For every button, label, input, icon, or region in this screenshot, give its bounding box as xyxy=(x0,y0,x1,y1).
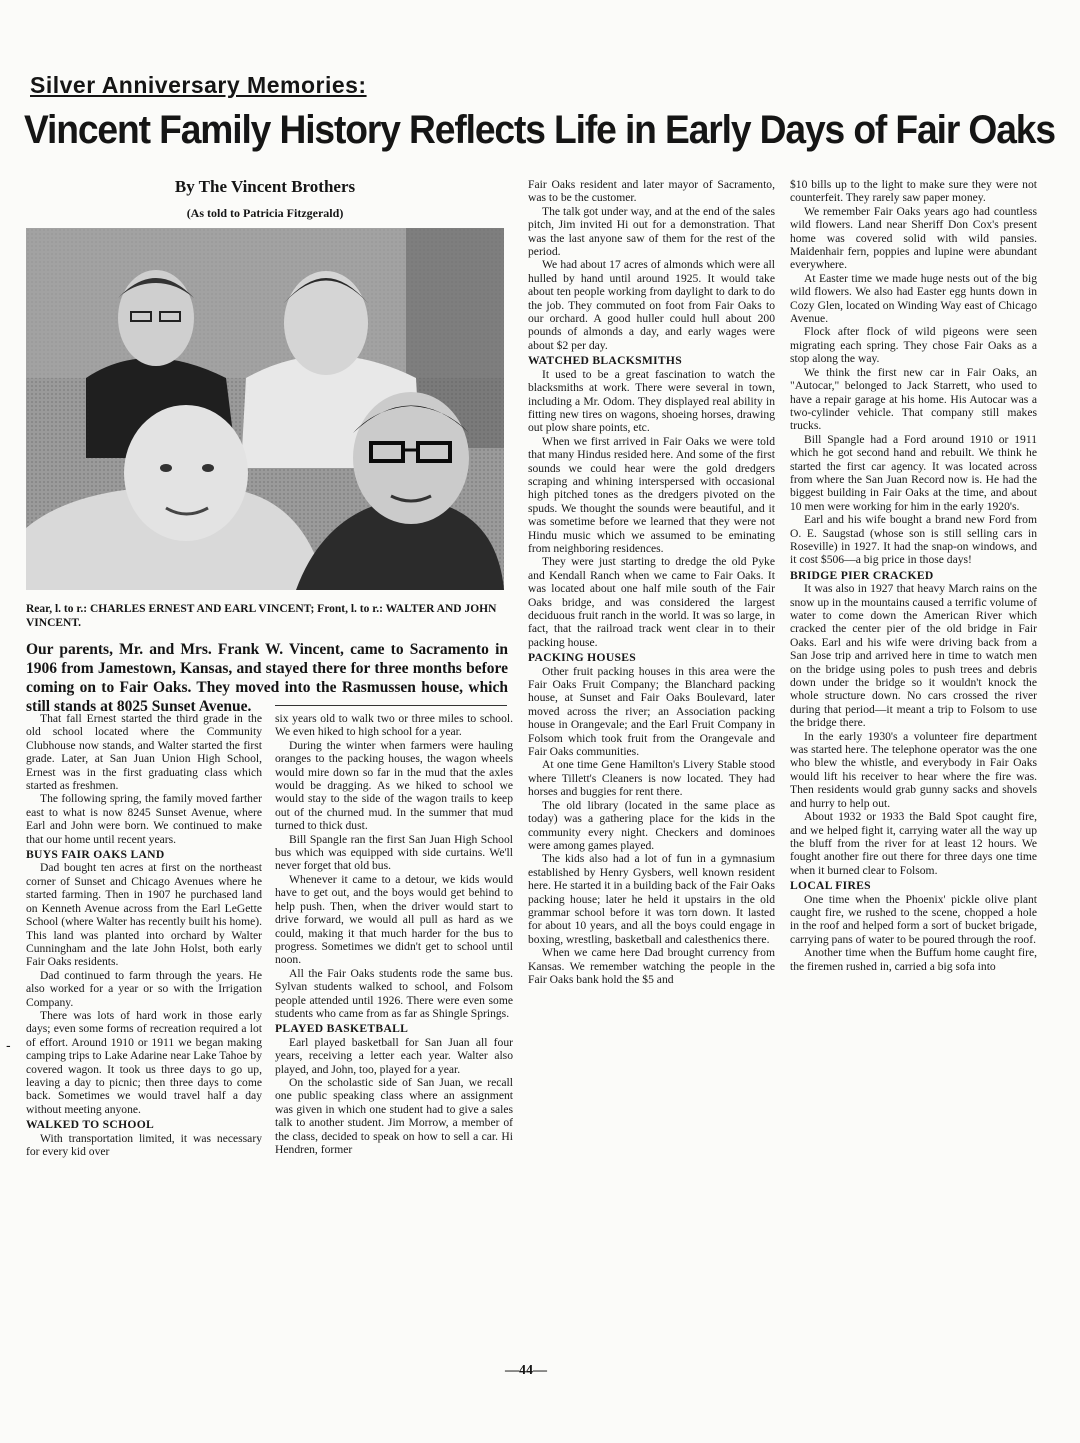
article-paragraph: Earl played basketball for San Juan all four years, receiving a letter each year. Walter also played, and John, too, played for a year. xyxy=(275,1035,513,1076)
article-paragraph: Bill Spangle had a Ford around 1910 or 1911 which he got second hand and rebuilt. We think he started the first car agency. It was located across from where the San Juan Record now is. He had the biggest building in Fair Oaks at the time, and about 10 men were working for him in the early 1920's. xyxy=(790,432,1037,513)
article-paragraph: We remember Fair Oaks years ago had countless wild flowers. Land near Sheriff Don Cox's present home was covered solid with wild pansies. Maidenhair fern, poppies and lupine were abundant everywhere. xyxy=(790,204,1037,272)
kicker: Silver Anniversary Memories: xyxy=(30,72,367,98)
article-paragraph: At one time Gene Hamilton's Livery Stable stood where Tillett's Cleaners is now located. They had horses and buggies for rent there. xyxy=(528,758,775,799)
article-paragraph: When we first arrived in Fair Oaks we were told that many Hindus resided here. And some of the first sounds we could hear were the gold dredgers scraping and whining interspersed with occasional high pitched tones as the dredgers pivoted on the spuds. We thought the sounds were beautiful, and it was sometime before we learned that they were not Hindu music which we assumed to be eminating from neighboring residences. xyxy=(528,434,775,555)
column-2 xyxy=(275,712,513,1156)
article-paragraph: There was lots of hard work in those early days; even some forms of recreation required a lot of effort. Around 1910 or 1911 we began making camping trips to Lake Adarine near Lake Tahoe by covered wagon. It took us three days to go up, leaving a day to picnic; then three days to come back. Sometimes we would travel half a day without meeting anyone. xyxy=(26,1008,262,1116)
article-paragraph: Dad continued to farm through the years. He also worked for a year or so with the Irrigation Company. xyxy=(26,968,262,1009)
article-paragraph: That fall Ernest started the third grade in the old school located where the Community Clubhouse now stands, and Walter started the first grade. Later, at San Juan Union High School, Ernest was in the first graduating class which started as freshmen. xyxy=(26,712,262,793)
article-paragraph: Dad bought ten acres at first on the northeast corner of Sunset and Chicago Avenues where he started farming. Then in 1907 he purchased land on Kenneth Avenue across from the Earl LeGette School (where Walter has recently built his home). This land was planted into orchard by Walter Cunningham and the late John Holst, both early Fair Oaks residents. xyxy=(26,861,262,969)
family-photo xyxy=(26,228,504,590)
subhead: PLAYED BASKETBALL xyxy=(275,1022,409,1036)
article-paragraph: $10 bills up to the light to make sure they were not counterfeit. They rarely saw paper money. xyxy=(790,178,1037,205)
article-paragraph: The old library (located in the same place as today) was a gathering place for the kids in the community every night. Checkers and dominoes were among games played. xyxy=(528,798,775,852)
article-paragraph: Earl and his wife bought a brand new Ford from O. E. Saugstad (whose son is still selling cars in Roseville) in 1927. It had the snap-on windows, and it cost $506—a big price in those days! xyxy=(790,513,1037,567)
page-number: —44— xyxy=(505,1363,547,1378)
headline: Vincent Family History Reflects Life in Early Days of Fair Oaks xyxy=(24,108,1055,152)
subhead: LOCAL FIRES xyxy=(790,879,871,893)
photo-illustration xyxy=(26,228,504,590)
article-paragraph: We had about 17 acres of almonds which were all hulled by hand until around 1925. It would take about ten people working from daylight to dark to do the job. They commuted on foot from Fair Oaks to our orchard. A good huller could hull about 200 pounds of almonds a day, and early wages were about $2 per day. xyxy=(528,258,775,352)
column-1 xyxy=(26,712,262,1158)
subhead: PACKING HOUSES xyxy=(528,651,637,665)
article-paragraph: With transportation limited, it was necessary for every kid over xyxy=(26,1131,262,1158)
subhead: BRIDGE PIER CRACKED xyxy=(790,568,934,582)
article-paragraph: Whenever it came to a detour, we kids would have to get out, and the boys would get behind to help push. Then, when the driver would start to drive forward, we would all pull as hard as we could, making it that much harder for the bus to progress. Sometimes we didn't get to school until noon. xyxy=(275,872,513,967)
subhead: BUYS FAIR OAKS LAND xyxy=(26,848,165,862)
lead-paragraph: Our parents, Mr. and Mrs. Frank W. Vincent, came to Sacramento in 1906 from Jamestown, Kansas, and stayed there for three months before coming on to Fair Oaks. They moved into the Rasmussen house, which still stands at 8025 Sunset Avenue. xyxy=(26,641,508,715)
article-paragraph: It used to be a great fascination to watch the blacksmiths at work. There were several in town, including a Mr. Odom. They displayed real ability in fitting new tires on wagons, shoeing horses, drawing out plow share points, etc. xyxy=(528,367,775,435)
article-paragraph: It was also in 1927 that heavy March rains on the snow up in the mountains caused a terrific volume of water to come down the American River which cracked the center pier of the old bridge in Fair Oaks. Earl and his wife were driving back from a San Jose trip and arrived here in time to watch men on the bridge using poles to push trees and debris down under the bridge so it wouldn't knock the whole structure down. No cars crossed the river during that period—it meant a trip to Folsom to use the bridge there. xyxy=(790,582,1037,730)
article-paragraph: On the scholastic side of San Juan, we recall one public speaking class where an assignment was given in which one student had to give a sales talk to another student. Jim Morrow, a member of the class, decided to speak on how to sell a car. Hi Hendren, former xyxy=(275,1075,513,1156)
photo-caption: Rear, l. to r.: CHARLES ERNEST AND EARL VINCENT; Front, l. to r.: WALTER AND JOHN VINCENT. xyxy=(26,603,497,629)
article-paragraph: When we came here Dad brought currency from Kansas. We remember watching the people in the Fair Oaks bank hold the $5 and xyxy=(528,946,775,986)
article-paragraph: Other fruit packing houses in this area were the Fair Oaks Fruit Company; the Blanchard packing house, at Sunset and Fair Oaks Boulevard, later moved across the river; an Association packing house in Orangevale; and the Earl Fruit Company in Folsom which took fruit from the Orangevale and Fair Oaks communities. xyxy=(528,664,775,759)
article-paragraph: One time when the Phoenix' pickle olive plant caught fire, we rushed to the scene, chopped a hole in the roof and helped form a sort of bucket brigade, carrying pans of water to be poured through the roof. xyxy=(790,892,1037,946)
article-paragraph: We think the first new car in Fair Oaks, an "Autocar," belonged to Jack Starrett, who used to have a repair garage at his home. His Autocar was a two-cylinder vehicle. That company still makes trucks. xyxy=(790,365,1037,433)
article-paragraph: Fair Oaks resident and later mayor of Sacramento, was to be the customer. xyxy=(528,178,775,205)
article-paragraph: Flock after flock of wild pigeons were seen migrating each spring. They chose Fair Oaks as a stop along the way. xyxy=(790,325,1037,366)
article-paragraph: The following spring, the family moved farther east to what is now 8245 Sunset Avenue, where Earl and John were born. We continued to make that our home until recent years. xyxy=(26,792,262,846)
subhead: WALKED TO SCHOOL xyxy=(26,1118,155,1132)
article-paragraph: At Easter time we made huge nests out of the big wild flowers. We also had Easter egg hunts down in Cozy Glen, located on Winding Way east of Chicago Avenue. xyxy=(790,271,1037,326)
margin-mark: - xyxy=(6,1037,11,1053)
article-paragraph: During the winter when farmers were hauling oranges to the packing houses, the wagon wheels would mire down so far in the mud that the axles would be dragging. As we hiked to school we would stay to the side of the wagon trails to keep out of the churned mud. In the summer that mud turned to thick dust. xyxy=(275,738,513,833)
article-paragraph: The talk got under way, and at the end of the sales pitch, Jim invited Hi out for a demonstration. That was the last anyone saw of them for the rest of the period. xyxy=(528,204,775,259)
article-paragraph: All the Fair Oaks students rode the same bus. Sylvan students walked to school, and Folsom people attended until 1926. There were even some students who came from as far as Shingle Springs. xyxy=(275,966,513,1020)
as-told-credit: (As told to Patricia Fitzgerald) xyxy=(186,206,344,220)
column-4 xyxy=(790,178,1037,973)
column-3 xyxy=(528,178,775,986)
article-paragraph: They were just starting to dredge the old Pyke and Kendall Ranch when we came to Fair Oaks. It was located about one half mile south of the Fair Oaks bridge, and was considered the largest deciduous fruit ranch in the world. It was so large, in fact, that the railroad track went clear in to their packing house. xyxy=(528,555,775,649)
article-paragraph: Another time when the Buffum home caught fire, the firemen rushed in, carried a big sofa into xyxy=(790,946,1037,973)
subhead: WATCHED BLACKSMITHS xyxy=(528,354,682,368)
article-paragraph: About 1932 or 1933 the Bald Spot caught fire, and we helped fight it, carrying water all the way up the bluff from the river for at least 12 hours. We fought another fire out there for three days one time when it burned clear to Folsom. xyxy=(790,810,1037,877)
article-paragraph: The kids also had a lot of fun in a gymnasium established by Henry Gysbers, well known resident here. He started it in a building back of the Fair Oaks packing house; later he held it upstairs in the old grammar school before it was torn down. It lasted for about 10 years, and all the boys could engage in boxing, wrestling, basketball and calesthenics there. xyxy=(528,852,775,946)
article-paragraph: six years old to walk two or three miles to school. We even hiked to high school for a year. xyxy=(275,712,513,739)
byline: By The Vincent Brothers xyxy=(174,177,356,196)
column-rule xyxy=(275,705,507,706)
article-paragraph: In the early 1930's a volunteer fire department was started here. The telephone operator was the one who blew the whistle, and everybody in Fair Oaks would lift his receiver to hear where the fire was. Then residents would grab gunny sacks and shovels and hurry to help out. xyxy=(790,729,1037,810)
article-paragraph: Bill Spangle ran the first San Juan High School bus which was equipped with side curtains. We'll never forget that old bus. xyxy=(275,832,513,873)
